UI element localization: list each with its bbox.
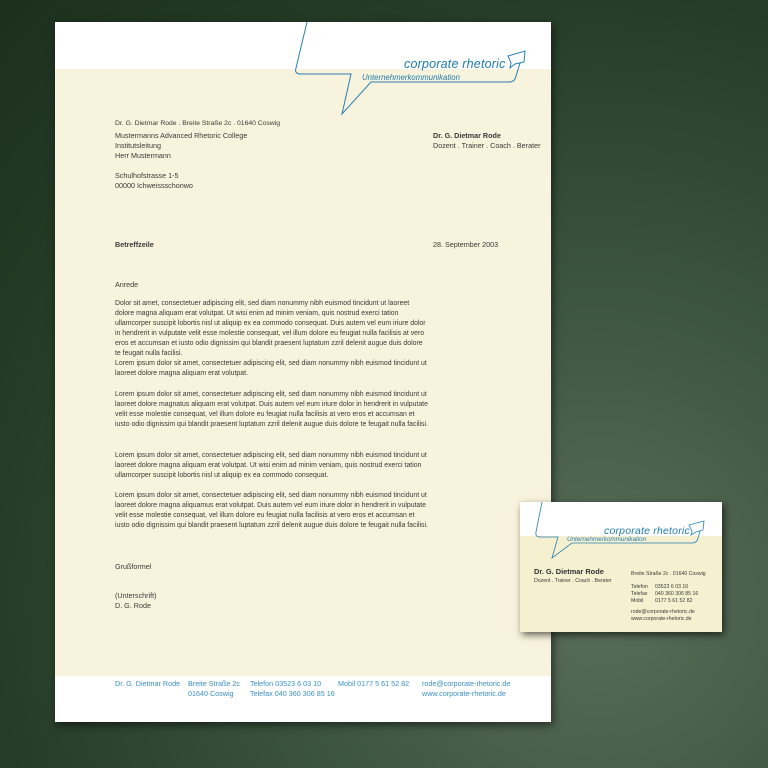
card-name: Dr. G. Dietmar Rode (534, 567, 604, 576)
recipient-line: Institutsleitung (115, 141, 161, 150)
sender-title: Dozent . Trainer . Coach . Berater (433, 141, 541, 150)
footer-phone: Telefon 03523 6 03 10 (250, 679, 322, 688)
signature-note: (Unterschrift) (115, 591, 157, 600)
speech-bubble-logo-mark (55, 22, 551, 122)
logo-wordmark: corporate rhetoric (404, 57, 506, 71)
card-fax: 040 360 306 85 16 (655, 591, 699, 597)
sender-line: Dr. G. Dietmar Rode . Breite Straße 2c . 01640 Coswig (115, 120, 281, 127)
card-web: www.corporate-rhetoric.de (631, 616, 692, 622)
body-paragraph: Lorem ipsum dolor sit amet, consectetuer adipiscing elit, sed diam nonummy nibh euismod tincidunt ut laoreet dolore magna aliquam erat volutpat. (115, 360, 427, 377)
card-phone-label: Telefon (631, 584, 648, 590)
letter-date: 28. September 2003 (433, 240, 499, 249)
footer-mobile: Mobil 0177 5 61 52 82 (338, 679, 410, 688)
sender-name: Dr. G. Dietmar Rode (433, 131, 501, 140)
card-email: rode@corporate-rhetoric.de (631, 609, 695, 615)
business-card (520, 502, 722, 632)
subject-line: Betreffzeile (115, 240, 154, 249)
footer-email: rode@corporate-rhetoric.de (422, 679, 511, 688)
footer-street: Breite Straße 2c (188, 679, 240, 688)
logo-tagline: Unternehmerkommunikation (362, 73, 460, 82)
recipient-line: 00000 Ichweissschonwo (115, 181, 193, 190)
footer-fax: Telefax 040 360 306 85 16 (250, 689, 335, 698)
footer-web: www.corporate-rhetoric.de (422, 689, 506, 698)
letterhead-page (55, 22, 551, 722)
signature-name: D. G. Rode (115, 601, 151, 610)
card-phone: 03523 6 03 10 (655, 584, 689, 590)
footer-city: 01640 Coswig (188, 689, 234, 698)
body-paragraph: Lorem ipsum dolor sit amet, consectetuer adipiscing elit, sed diam nonummy nibh euismod tincidunt ut laoreet dolore magnatus aliquam erat volutpat. Duis autem vel eum iriure dolor in hendrerit in vulputate velit esse molestie consequat, vel illum dolore eu feugiat nulla facilisis at vero eros et accumsan et iusto odio dignissim qui blandit praesent luptatum zzril delenit augue duis dolore te feugait nulla facilisi. (115, 391, 428, 428)
card-title: Dozent . Trainer . Coach . Berater (534, 578, 612, 584)
salutation: Anrede (115, 280, 139, 289)
closing: Grußformel (115, 562, 152, 571)
card-mobile: 0177 5 61 52 82 (655, 598, 693, 604)
logo-wordmark: corporate rhetoric (604, 525, 690, 537)
card-address: Breite Straße 2c . 01640 Coswig (631, 571, 706, 577)
card-fax-label: Telefax (631, 591, 648, 597)
footer-name: Dr. G. Dietmar Rode (115, 679, 181, 688)
recipient-line: Mustermanns Advanced Rhetoric College (115, 131, 248, 140)
body-paragraph: Lorem ipsum dolor sit amet, consectetuer adipiscing elit, sed diam nonummy nibh euismod tincidunt ut laoreet dolore magna aliquam erat volutpat. Ut wisi enim ad minim veniam, quis nostrud exerci tation ullamcorper suscipit lobortis nisl ut aliquip ex ea commodo consequat. (115, 452, 427, 479)
body-paragraph: Lorem ipsum dolor sit amet, consectetuer adipiscing elit, sed diam nonummy nibh euismod tincidunt ut laoreet dolore magna aliquamus erat volutpat. Duis autem vel eum iriure dolor in hendrerit in vulputate velit esse molestie consequat, vel illum dolore eu feugiat nulla facilisis at vero eros et accumsan et iusto odio dignissim qui blandit praesent luptatum zzril delenit augue duis dolore te feugait nulla facilisi. (115, 492, 428, 529)
card-mobile-label: Mobil (631, 598, 644, 604)
recipient-line: Schulhofstrasse 1-5 (115, 171, 179, 180)
body-paragraph: Dolor sit amet, consectetuer adipiscing elit, sed diam nonummy nibh euismod tincidunt ut laoreet dolore magna aliquam erat volutpat. Ut wisi enim ad minim veniam, quis nostrud exerci tation ullamcorper suscipit lobortis nisl ut aliquip ex ea commodo consequat. Duis autem vel eum iriure dolor in hendrerit in vulputate velit esse molestie consequat, vel illum dolore eu feugiat nulla facilisis at vero eros et accumsan et iusto odio dignissim qui blandit praesent luptatum zzril delenit augue duis dolore te feugait nulla facilisi. (115, 300, 426, 357)
recipient-line: Herr Mustermann (115, 151, 171, 160)
logo-tagline: Unternehmerkommunikation (567, 536, 647, 543)
